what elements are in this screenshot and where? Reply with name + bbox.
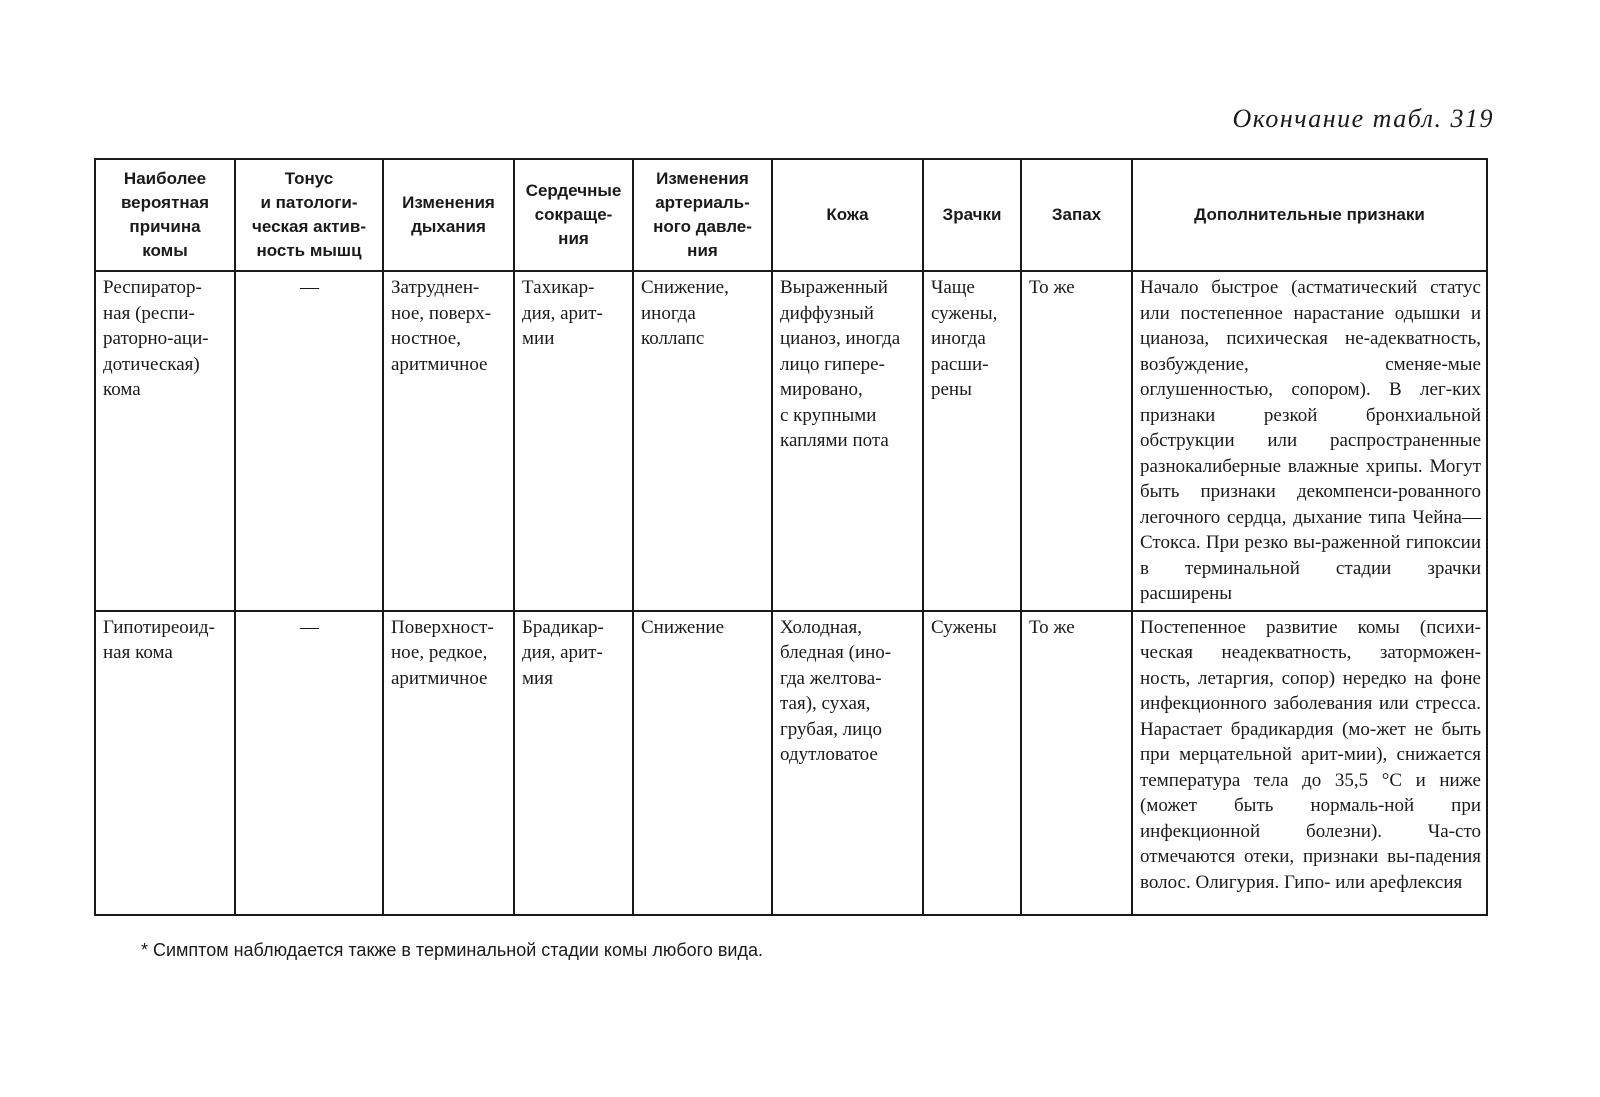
- table-footnote: * Симптом наблюдается также в терминальной стадии комы любого вида.: [141, 940, 763, 960]
- table-continuation-label: Окончание табл. 319: [1232, 104, 1494, 133]
- table-header-row: [95, 159, 1487, 271]
- cell-pupils: Чаще сужены, иногда расши- рены: [923, 271, 1021, 611]
- header-heart-rate: Сердечные сокраще- ния: [514, 159, 633, 271]
- header-breathing: Изменения дыхания: [383, 159, 514, 271]
- cell-cause: Респиратор- ная (респи- раторно-аци- дотическая) кома: [95, 271, 235, 611]
- table-row: [95, 271, 1487, 611]
- cell-blood-pressure: Снижение, иногда коллапс: [633, 271, 772, 611]
- cell-breathing: Поверхност- ное, редкое, аритмичное: [383, 611, 514, 915]
- cell-skin: Выраженный диффузный цианоз, иногда лицо гипере- мировано, с крупными каплями пота: [772, 271, 923, 611]
- cell-additional: Постепенное развитие комы (психи-ческая неадекватность, заторможен-ность, летаргия, сопор) нередко на фоне инфекционного заболевания или стресса. Нарастает брадикардия (мо-жет не быть при мерцательной арит-мии), снижается температура тела до 35,5 °С и ниже (может быть нормаль-ной при инфекционной болезни). Ча-сто отмечаются отеки, признаки вы-падения волос. Олигурия. Гипо- или арефлексия: [1132, 611, 1487, 915]
- coma-differential-table: [94, 158, 1488, 916]
- header-pupils: Зрачки: [923, 159, 1021, 271]
- cell-additional: Начало быстрое (астматический статус или постепенное нарастание одышки и цианоза, психическая не-адекватность, возбуждение, сменяе-мые оглушенностью, сопором). В лег-ких признаки резкой бронхиальной обструкции или распространенные разнокалиберные влажные хрипы. Могут быть признаки декомпенси-рованного легочного сердца, дыхание типа Чейна—Стокса. При резко вы-раженной гипоксии в терминальной стадии зрачки расширены: [1132, 271, 1487, 611]
- header-skin: Кожа: [772, 159, 923, 271]
- header-odor: Запах: [1021, 159, 1132, 271]
- cell-heart-rate: Брадикар- дия, арит- мия: [514, 611, 633, 915]
- cell-muscle-tone: —: [235, 271, 383, 611]
- table-row: [95, 611, 1487, 915]
- header-muscle-tone: Тонус и патологи- ческая актив- ность мышц: [235, 159, 383, 271]
- header-additional: Дополнительные признаки: [1132, 159, 1487, 271]
- cell-heart-rate: Тахикар- дия, арит- мии: [514, 271, 633, 611]
- cell-muscle-tone: —: [235, 611, 383, 915]
- cell-cause: Гипотиреоид- ная кома: [95, 611, 235, 915]
- header-blood-pressure: Изменения артериаль- ного давле- ния: [633, 159, 772, 271]
- cell-pupils: Сужены: [923, 611, 1021, 915]
- cell-breathing: Затруднен- ное, поверх- ностное, аритмичное: [383, 271, 514, 611]
- cell-skin: Холодная, бледная (ино- гда желтова- тая), сухая, грубая, лицо одутловатое: [772, 611, 923, 915]
- cell-odor: То же: [1021, 611, 1132, 915]
- cell-blood-pressure: Снижение: [633, 611, 772, 915]
- cell-odor: То же: [1021, 271, 1132, 611]
- header-cause: Наиболее вероятная причина комы: [95, 159, 235, 271]
